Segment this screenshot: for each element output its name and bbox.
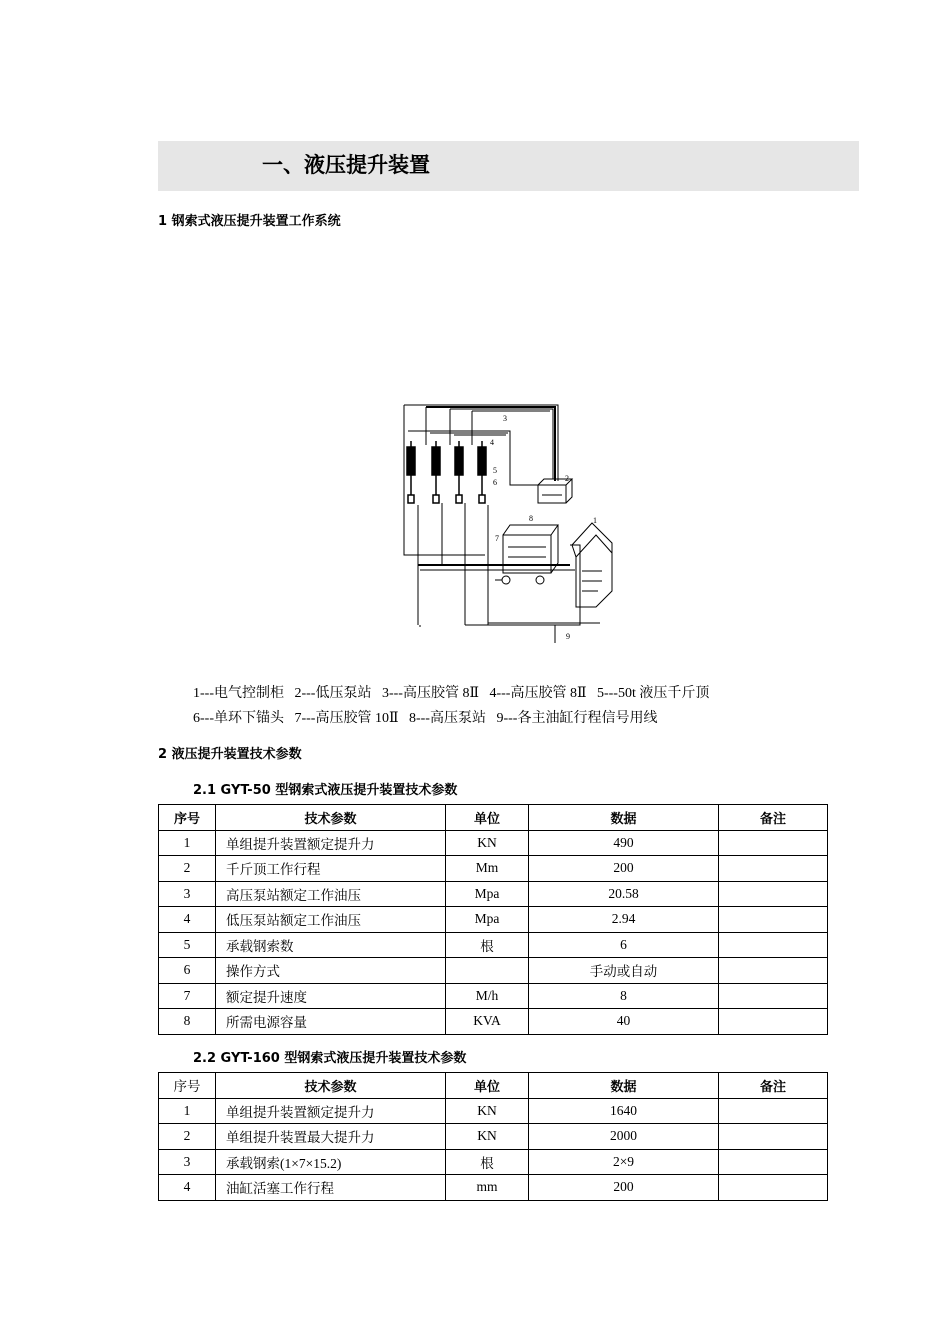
table-cell: 根 <box>446 1149 529 1175</box>
table-cell: KN <box>446 1124 529 1150</box>
table-cell: 额定提升速度 <box>216 983 446 1009</box>
callout-6: 6 <box>493 478 497 487</box>
callout-2: 2 <box>565 474 569 483</box>
table-row <box>159 1124 828 1150</box>
table-cell: 单组提升装置额定提升力 <box>216 1098 446 1124</box>
table-row <box>159 932 828 958</box>
electrical-control-cabinet <box>572 523 612 607</box>
table-row <box>159 881 828 907</box>
header-cell: 技术参数 <box>216 1073 446 1099</box>
table-cell: 2 <box>159 1124 216 1150</box>
callout-9: 9 <box>566 632 570 641</box>
table-cell: 1640 <box>529 1098 719 1124</box>
callout-5: 5 <box>493 466 497 475</box>
table-cell: 2×9 <box>529 1149 719 1175</box>
section-1-title: 1 钢索式液压提升装置工作系统 <box>158 214 341 229</box>
table-cell: 3 <box>159 881 216 907</box>
table-cell: KN <box>446 830 529 856</box>
table-cell: mm <box>446 1175 529 1201</box>
header-cell: 单位 <box>446 805 529 831</box>
table-cell: M/h <box>446 983 529 1009</box>
table-cell: 千斤顶工作行程 <box>216 856 446 882</box>
jack-3 <box>455 441 463 503</box>
table-cell <box>719 881 828 907</box>
high-pressure-pump-station <box>495 525 558 584</box>
table-row <box>159 856 828 882</box>
figure-legend-line-1: 1---电气控制柜 2---低压泵站 3---高压胶管 8Ⅱ 4---高压胶管 8Ⅱ 5---50t 液压千斤顶 <box>193 686 710 701</box>
table-cell: 1 <box>159 1098 216 1124</box>
callout-3: 3 <box>503 414 507 423</box>
table-cell: 手动或自动 <box>529 958 719 984</box>
table-row <box>159 1175 828 1201</box>
table-cell: 所需电源容量 <box>216 1009 446 1035</box>
header-cell: 数据 <box>529 1073 719 1099</box>
table-cell <box>719 1175 828 1201</box>
jack-2 <box>432 441 440 503</box>
header-cell: 单位 <box>446 1073 529 1099</box>
table-cell: Mpa <box>446 881 529 907</box>
table-cell: 2.94 <box>529 907 719 933</box>
table-cell: 单组提升装置额定提升力 <box>216 830 446 856</box>
table-cell: KN <box>446 1098 529 1124</box>
table-cell <box>719 1009 828 1035</box>
table-row <box>159 1149 828 1175</box>
table-cell <box>719 1149 828 1175</box>
table-cell: Mpa <box>446 907 529 933</box>
table-cell: 200 <box>529 856 719 882</box>
table-cell: 2 <box>159 856 216 882</box>
table-row <box>159 1098 828 1124</box>
table-cell: 7 <box>159 983 216 1009</box>
table-cell: 40 <box>529 1009 719 1035</box>
table-cell <box>719 958 828 984</box>
jack-1 <box>407 441 415 503</box>
table-row <box>159 958 828 984</box>
hydraulic-system-diagram <box>390 395 620 650</box>
table-cell: 8 <box>529 983 719 1009</box>
table-cell: 单组提升装置最大提升力 <box>216 1124 446 1150</box>
section-2-title: 2 液压提升装置技术参数 <box>158 747 302 762</box>
table-cell <box>719 983 828 1009</box>
spec-table-gyt-160 <box>158 1072 828 1201</box>
table-2-title: 2.2 GYT-160 型钢索式液压提升装置技术参数 <box>193 1051 467 1066</box>
callout-1: 1 <box>593 516 597 525</box>
callout-8: 8 <box>529 514 533 523</box>
table-header-row <box>159 1073 828 1099</box>
header-cell: 序号 <box>159 805 216 831</box>
table-cell: 高压泵站额定工作油压 <box>216 881 446 907</box>
table-cell <box>719 907 828 933</box>
table-cell: Mm <box>446 856 529 882</box>
table-cell: 操作方式 <box>216 958 446 984</box>
table-1-title: 2.1 GYT-50 型钢索式液压提升装置技术参数 <box>193 783 458 798</box>
figure-legend-line-2: 6---单环下锚头 7---高压胶管 10Ⅱ 8---高压泵站 9---各主油缸行程信号用线 <box>193 711 658 726</box>
header-cell: 备注 <box>719 1073 828 1099</box>
table-cell: 1 <box>159 830 216 856</box>
table-row <box>159 907 828 933</box>
table-cell: 6 <box>159 958 216 984</box>
table-cell: 油缸活塞工作行程 <box>216 1175 446 1201</box>
table-row <box>159 830 828 856</box>
table-cell: KVA <box>446 1009 529 1035</box>
table-cell <box>719 856 828 882</box>
jack-4 <box>478 441 486 503</box>
table-cell: 8 <box>159 1009 216 1035</box>
table-cell: 5 <box>159 932 216 958</box>
chapter-title: 一、液压提升装置 <box>262 153 430 177</box>
header-cell: 数据 <box>529 805 719 831</box>
table-header-row <box>159 805 828 831</box>
table-cell: 6 <box>529 932 719 958</box>
header-cell: 备注 <box>719 805 828 831</box>
table-row <box>159 983 828 1009</box>
header-cell: 技术参数 <box>216 805 446 831</box>
table-cell: 2000 <box>529 1124 719 1150</box>
table-cell: 20.58 <box>529 881 719 907</box>
table-cell <box>719 1098 828 1124</box>
callout-7: 7 <box>495 534 499 543</box>
spec-table-gyt-50 <box>158 804 828 1035</box>
table-cell: 490 <box>529 830 719 856</box>
table-cell: 低压泵站额定工作油压 <box>216 907 446 933</box>
table-cell: 承载钢索(1×7×15.2) <box>216 1149 446 1175</box>
table-row <box>159 1009 828 1035</box>
header-cell: 序号 <box>159 1073 216 1099</box>
table-cell <box>719 830 828 856</box>
table-cell: 200 <box>529 1175 719 1201</box>
table-cell: 4 <box>159 907 216 933</box>
callout-4: 4 <box>490 438 494 447</box>
table-cell <box>446 958 529 984</box>
table-cell <box>719 932 828 958</box>
table-cell: 3 <box>159 1149 216 1175</box>
table-cell <box>719 1124 828 1150</box>
table-cell: 根 <box>446 932 529 958</box>
table-cell: 4 <box>159 1175 216 1201</box>
table-cell: 承载钢索数 <box>216 932 446 958</box>
